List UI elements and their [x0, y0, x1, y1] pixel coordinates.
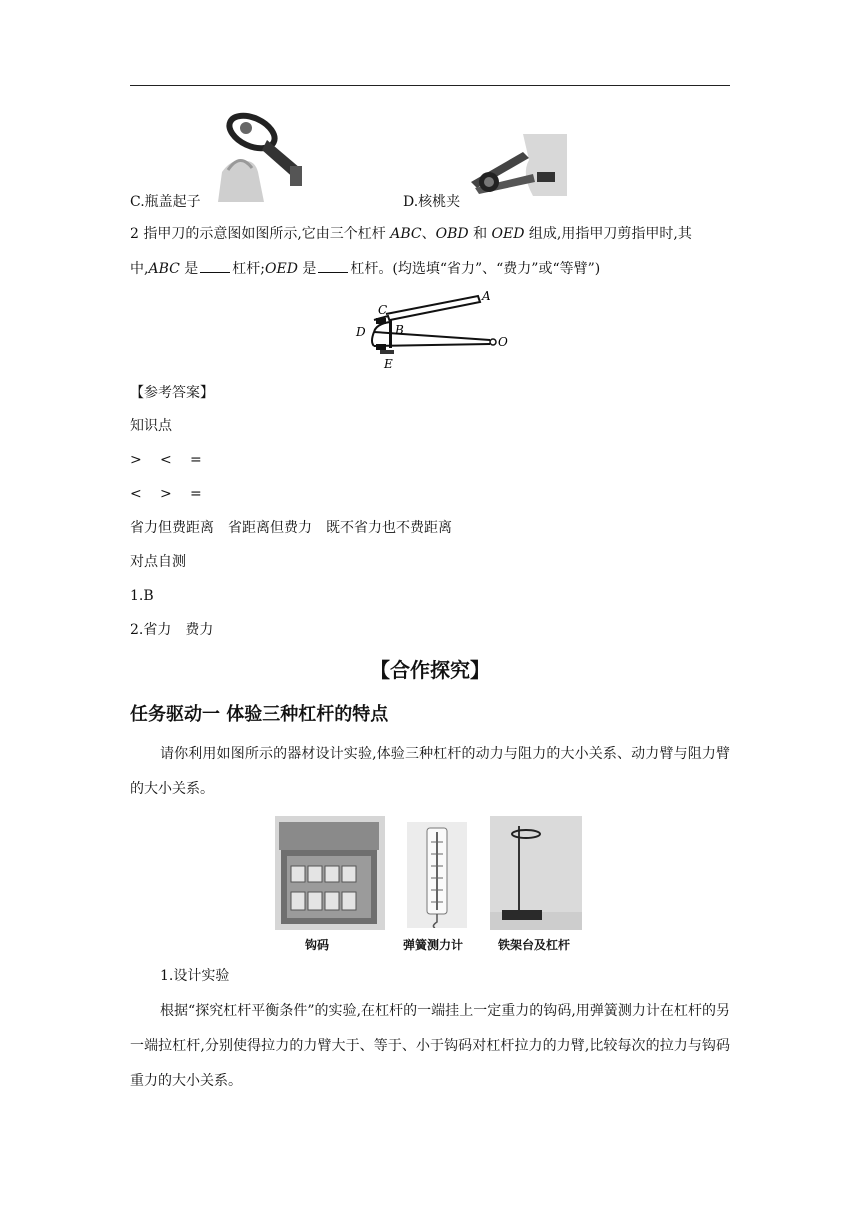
answer-blank-2 — [318, 258, 348, 273]
caption-stand: 铁架台及杠杆 — [498, 938, 571, 952]
q2-oed: OED — [491, 226, 525, 242]
answer-row-1 — [130, 450, 220, 470]
answer-row-3: 省力但费距离 省距离但费力 既不省力也不费距离 — [130, 520, 452, 536]
answer-2: 2.省力 费力 — [130, 622, 214, 638]
spring-scale-image — [407, 822, 467, 928]
caption-weights: 钩码 — [305, 938, 330, 952]
bottle-opener-image — [212, 110, 304, 202]
q2-line2-a: 中, — [130, 261, 149, 277]
row2-sym-1: < — [130, 486, 142, 502]
answer-row-2 — [130, 484, 220, 504]
answer-blank-1 — [200, 258, 230, 273]
q2-line2-abc: ABC — [148, 261, 180, 277]
row2-sym-3: = — [190, 486, 202, 502]
q2-line2-is2: 是 — [297, 261, 317, 277]
row1-sym-3: = — [190, 452, 202, 468]
row2-sym-2: > — [160, 486, 172, 502]
self-test-label: 对点自测 — [130, 554, 186, 570]
q2-sep: 、 — [421, 226, 436, 242]
q2-line2-is1: 是 — [179, 261, 199, 277]
design-heading: 1.设计实验 — [160, 968, 230, 984]
row1-sym-2: < — [160, 452, 172, 468]
q2-line2-lever2: 杠杆。(均选填“省力”、“费力”或“等臂”) — [350, 261, 601, 277]
q2-text-1: 2 指甲刀的示意图如图所示,它由三个杠杆 — [130, 226, 391, 242]
q2-obd: OBD — [435, 226, 469, 242]
q2-line2-oed: OED — [265, 261, 298, 277]
q2-line2-lever1: 杠杆; — [232, 261, 265, 277]
weights-image — [275, 816, 385, 930]
header-rule — [130, 85, 730, 86]
section-title: 【合作探究】 — [370, 658, 490, 682]
question-2-line-2 — [130, 258, 600, 279]
task-title: 任务驱动一 体验三种杠杆的特点 — [130, 704, 389, 725]
question-2-line-1 — [130, 224, 692, 244]
knowledge-label: 知识点 — [130, 418, 172, 434]
row1-sym-1: > — [130, 452, 142, 468]
answers-header: 【参考答案】 — [130, 385, 214, 401]
label-d: D — [356, 325, 366, 339]
label-o: O — [498, 335, 508, 349]
q2-text-2: 组成,用指甲刀剪指甲时,其 — [524, 226, 692, 242]
option-d: D.核桃夹 — [403, 194, 461, 210]
q2-and: 和 — [468, 226, 492, 242]
label-c: C — [378, 303, 388, 317]
label-b: B — [395, 323, 404, 337]
nutcracker-image — [463, 134, 567, 196]
option-c: C.瓶盖起子 — [130, 194, 201, 210]
q2-abc: ABC — [390, 226, 422, 242]
caption-spring-scale: 弹簧测力计 — [403, 938, 464, 952]
label-e: E — [384, 357, 393, 371]
design-paragraph: 根据“探究杠杆平衡条件”的实验,在杠杆的一端挂上一定重力的钩码,用弹簧测力计在杠杆的另一端拉杠杆,分别使得拉力的力臂大于、等于、小于钩码对杠杆拉力的力臂,比较每次的拉力与钩码重力的大小关系。 — [130, 1003, 730, 1089]
intro-paragraph: 请你利用如图所示的器材设计实验,体验三种杠杆的动力与阻力的大小关系、动力臂与阻力臂的大小关系。 — [130, 746, 730, 797]
nail-clipper-diagram — [350, 288, 510, 372]
answer-1: 1.B — [130, 588, 154, 604]
label-a: A — [482, 289, 491, 303]
iron-stand-image — [490, 816, 582, 930]
